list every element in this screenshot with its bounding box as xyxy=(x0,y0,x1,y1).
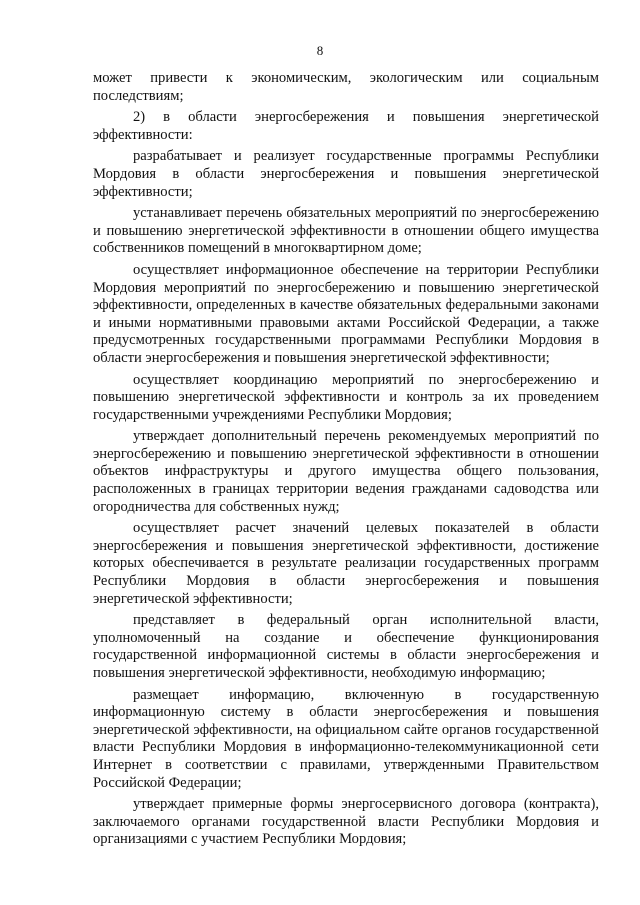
section-heading-energy-saving: 2) в области энергосбережения и повышения энергетической эффективности: xyxy=(93,109,599,143)
page-number: 8 xyxy=(316,43,324,58)
paragraph-information-support: осуществляет информационное обеспечение на территории Республики Мордовия мероприятий по энергосбережению и повышению энергетической эффективности, определенных в качестве обязательных федеральными законами и иными нормативными правовыми актами Российской Федерации, а также предусмотренных государственными программами Республики Мордовия в области энергосбережения и повышения энергетической эффективности; xyxy=(93,261,599,366)
paragraph-continuation: может привести к экономическим, экологическим или социальным последствиям; xyxy=(93,70,599,104)
paragraph-target-indicators: осуществляет расчет значений целевых показателей в области энергосбережения и повышения энергетической эффективности, достижение которых обеспечивается в результате реализации государственных программ Республики Мордовия в области энергосбережения и повышения энергетической эффективности; xyxy=(93,520,599,607)
paragraph-submits-information: представляет в федеральный орган исполнительной власти, уполномоченный на создание и обеспечение функционирования государственной информационной системы в области энергосбережения и повышения энергетической эффективности, необходимую информацию; xyxy=(93,612,599,681)
paragraph-contract-forms: утверждает примерные формы энергосервисного договора (контракта), заключаемого органами государственной власти Республики Мордовия и организациями с участием Республики Мордовия; xyxy=(93,796,599,848)
paragraph-additional-list: утверждает дополнительный перечень рекомендуемых мероприятий по энергосбережению и повышению энергетической эффективности в отношении объектов инфраструктуры и другого имущества общего пользования, расположенных в границах территории ведения гражданами садоводства или огородничества для собственных нужд; xyxy=(93,428,599,515)
paragraph-publishes-information: размещает информацию, включенную в государственную информационную систему в области энергосбережения и повышения энергетической эффективности, на официальном сайте органов государственной власти Республики Мордовия в информационно-телекоммуникационной сети Интернет в соответствии с правилами, утвержденными Правительством Российской Федерации; xyxy=(93,686,599,791)
paragraph-coordination: осуществляет координацию мероприятий по энергосбережению и повышению энергетической эффективности и контроль за их проведением государственными учреждениями Республики Мордовия; xyxy=(93,371,599,423)
paragraph-mandatory-measures: устанавливает перечень обязательных мероприятий по энергосбережению и повышению энергетической эффективности в отношении общего имущества собственников помещений в многоквартирном доме; xyxy=(93,205,599,257)
document-body xyxy=(93,70,599,853)
paragraph-develops-programs: разрабатывает и реализует государственные программы Республики Мордовия в области энергосбережения и повышения энергетической эффективности; xyxy=(93,148,599,200)
